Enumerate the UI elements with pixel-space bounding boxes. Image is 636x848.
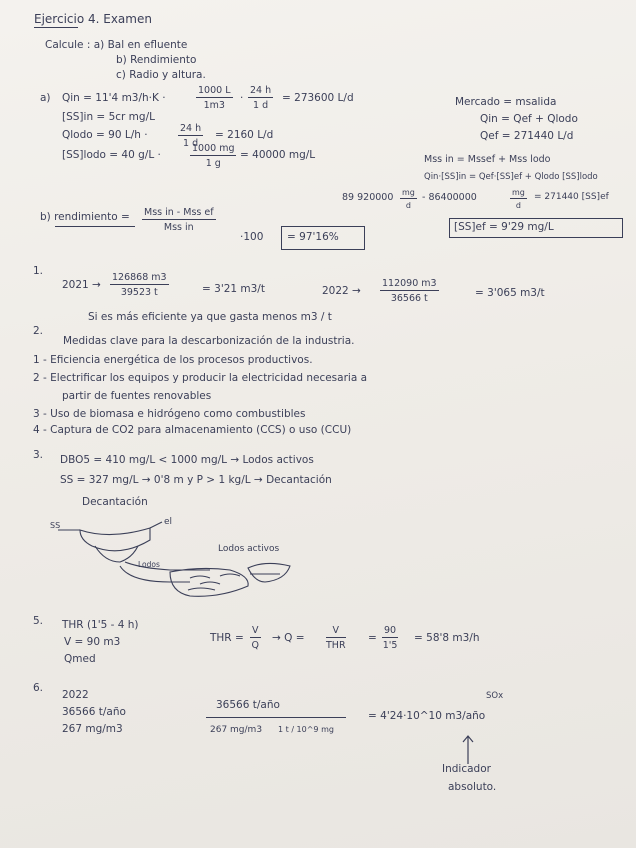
part-b-label: b) rendimiento = — [40, 211, 130, 223]
qlodo-result: = 2160 L/d — [215, 129, 274, 141]
ss-in: [SS]in = 5cr mg/L — [62, 111, 155, 123]
q5-equals: = — [368, 632, 377, 644]
q6-note-2: absoluto. — [448, 781, 497, 793]
q3-line-1: DBO5 = 410 mg/L < 1000 mg/L → Lodos activos — [60, 454, 314, 466]
ss-lodo-factor — [190, 143, 236, 169]
unit-numerator: mg — [512, 188, 525, 197]
balance-line-4: Mss in = Mssef + Mss lodo — [424, 154, 551, 165]
q6-arrow-up-icon — [461, 734, 475, 764]
q6-number: 6. — [33, 682, 44, 694]
fraction-denominator: 36566 t — [390, 293, 428, 304]
q6-line-1: 2022 — [62, 689, 89, 701]
diagram-el-label: el — [164, 517, 173, 527]
q2-item-2b: partir de fuentes renovables — [62, 390, 212, 402]
q6-line-3: 267 mg/m3 — [62, 723, 123, 735]
q5-number: 5. — [33, 615, 44, 627]
q2-item-2a: 2 - Electrificar los equipos y producir la electricidad necesaria a — [33, 372, 368, 384]
q1-2021-fraction — [110, 272, 169, 298]
heading-underline — [34, 27, 78, 28]
q3-line-3: Decantación — [82, 496, 148, 508]
task-intro: Calcule : a) Bal en efluente — [45, 39, 188, 51]
fraction-numerator: 1000 mg — [192, 143, 235, 154]
q1-number: 1. — [33, 265, 44, 277]
fraction-numerator: 126868 m3 — [112, 272, 167, 283]
q2-item-3: 3 - Uso de biomasa e hidrógeno como combustibles — [33, 408, 306, 420]
q6-note-1: Indicador — [442, 763, 491, 775]
balance-line-5: Qin·[SS]in = Qef·[SS]ef + Qlodo [SS]lodo — [424, 172, 598, 182]
diagram-lodos-label: Lodos — [138, 560, 160, 569]
q5-value-fraction — [382, 625, 398, 651]
fraction-numerator: 24 h — [250, 85, 272, 96]
unit-denominator: d — [515, 201, 521, 210]
q5-result: = 58'8 m3/h — [414, 632, 480, 644]
part-b-underline — [55, 226, 135, 227]
q1-2021-label: 2021 → — [62, 279, 101, 291]
q2-intro: Medidas clave para la descarbonización de la industria. — [63, 335, 355, 347]
task-c: c) Radio y altura. — [116, 69, 206, 81]
q2-item-4: 4 - Captura de CO2 para almacenamiento (CCS) o uso (CCU) — [33, 424, 352, 436]
yield-result: = 97'16% — [287, 231, 339, 243]
unit-numerator: mg — [402, 188, 415, 197]
q5-line-3: Qmed — [64, 653, 96, 665]
yield-fraction — [142, 207, 216, 233]
q5-thr-lhs: THR = — [210, 632, 244, 644]
q3-number: 3. — [33, 449, 44, 461]
fraction-denominator: 1 d — [253, 100, 269, 111]
q6-denominator-b: 1 t / 10^9 mg — [278, 725, 334, 734]
qin-result: = 273600 L/d — [282, 92, 354, 104]
q6-result: = 4'24·10^10 m3/año — [368, 710, 486, 722]
q3-line-2: SS = 327 mg/L → 0'8 m y P > 1 kg/L → Decantación — [60, 474, 332, 486]
qin-lhs: Qin = 11'4 m3/h·K · — [62, 92, 166, 104]
balance-line-3: Qef = 271440 L/d — [480, 130, 574, 142]
balance-line-6e: = 271440 [SS]ef — [534, 192, 609, 202]
qlodo-lhs: Qlodo = 90 L/h · — [62, 129, 148, 141]
qin-factor-2 — [248, 85, 273, 111]
fraction-denominator: Mss in — [163, 222, 194, 233]
outlet-pipe — [150, 522, 162, 528]
q6-fraction-bar — [206, 717, 346, 718]
q5-line-2: V = 90 m3 — [64, 636, 121, 648]
qin-factor-1 — [196, 85, 233, 111]
fraction-numerator: V — [252, 625, 259, 636]
task-b: b) Rendimiento — [116, 54, 197, 66]
fraction-denominator: THR — [326, 640, 346, 651]
aeration-rings — [188, 574, 240, 590]
q1-2022-result: = 3'065 m3/t — [475, 287, 545, 299]
q5-line-1: THR (1'5 - 4 h) — [62, 619, 139, 631]
q2-item-1: 1 - Eficiencia energética de los procesos productivos. — [33, 354, 313, 366]
fraction-numerator: 112090 m3 — [382, 278, 437, 289]
q2-number: 2. — [33, 325, 44, 337]
fraction-numerator: 24 h — [180, 123, 202, 134]
process-diagram — [50, 510, 350, 600]
q6-denominator-a: 267 mg/m3 — [210, 725, 263, 735]
fraction-numerator: V — [326, 625, 346, 638]
part-a-label: a) — [40, 92, 51, 104]
q1-2021-result: = 3'21 m3/t — [202, 283, 265, 295]
q1-conclusion: Si es más eficiente ya que gasta menos m3 / t — [88, 311, 332, 323]
decanter-tank — [80, 528, 150, 551]
fraction-numerator: Mss in - Mss ef — [144, 207, 214, 218]
fraction-denominator: 1 g — [205, 158, 221, 169]
q5-thr-fraction — [250, 625, 261, 651]
balance-line-2: Qin = Qef + Qlodo — [480, 113, 578, 125]
q6-line-2: 36566 t/año — [62, 706, 126, 718]
ss-lodo-lhs: [SS]lodo = 40 g/L · — [62, 149, 161, 161]
clarifier — [248, 563, 290, 582]
diagram-lodos-activos-label: Lodos activos — [218, 544, 280, 554]
balance-line-6c: - 86400000 — [422, 192, 477, 203]
q5-q-fraction — [326, 625, 346, 651]
q1-2022-label: 2022 → — [322, 285, 361, 297]
diagram-ss-label: SS — [50, 521, 61, 530]
fraction-denominator: 39523 t — [120, 287, 158, 298]
ss-ef-result: [SS]ef = 9'29 mg/L — [454, 221, 554, 233]
balance-line-6a: 89 920000 — [342, 192, 394, 203]
q6-sox-label: SOx — [486, 691, 504, 701]
q6-numerator: 36566 t/año — [216, 699, 280, 711]
fraction-denominator: 1m3 — [203, 100, 225, 111]
balance-line-1: Mercado = msalida — [455, 96, 557, 108]
balance-unit-2 — [510, 188, 527, 210]
fraction-denominator: 1 d — [183, 138, 199, 149]
yield-multiplier: ·100 — [240, 231, 264, 243]
fraction-numerator: 90 — [384, 625, 397, 636]
fraction-denominator: Q — [251, 640, 259, 651]
q1-2022-fraction — [380, 278, 439, 304]
times-sign: · — [240, 92, 244, 104]
q5-mid: → Q = — [272, 632, 305, 644]
fraction-denominator: 1'5 — [382, 640, 398, 651]
ss-lodo-result: = 40000 mg/L — [240, 149, 316, 161]
fraction-numerator: 1000 L — [198, 85, 231, 96]
unit-denominator: d — [405, 201, 411, 210]
balance-unit-1 — [400, 188, 417, 210]
exercise-heading: Ejercicio 4. Examen — [34, 12, 152, 26]
